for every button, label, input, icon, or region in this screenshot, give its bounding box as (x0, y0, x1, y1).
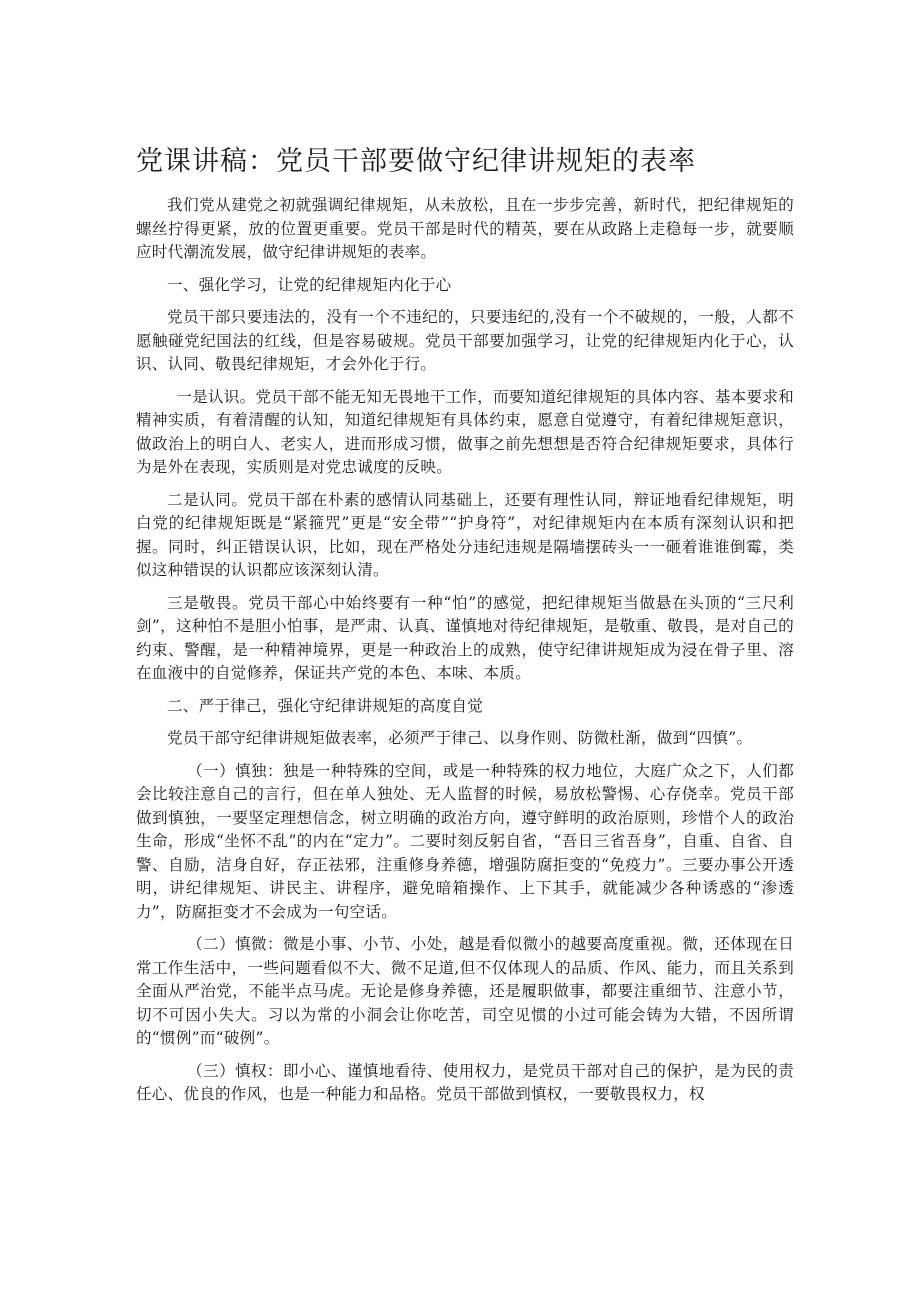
paragraph-revere: 三是敬畏。党员干部心中始终要有一种“怕”的感觉，把纪律规矩当做悬在头顶的“三尺利剑”，这种怕不是胆小怕事，是严肃、认真、谨慎地对待纪律规矩，是敬重、敬畏，是对自己的约束、警醒，是一种精神境界，更是一种政治上的成熟，使守纪律讲规矩成为浸在骨子里、溶在血液中的自觉修养，保证共产党的本色、本味、本质。 (136, 593, 794, 682)
section-heading-2: 二、严于律己，强化守纪律讲规矩的高度自觉 (167, 696, 484, 715)
paragraph-recognize: 一是认识。党员干部不能无知无畏地干工作，而要知道纪律规矩的具体内容、基本要求和精神实质，有着清醒的认知，知道纪律规矩有具体约束，愿意自觉遵守，有着纪律规矩意识，做政治上的明白人、老实人，进而形成习惯，做事之前先想想是否符合纪律规矩要求，具体行为是外在表现，实质则是对党忠诚度的反映。 (136, 387, 794, 476)
paragraph-identify: 二是认同。党员干部在朴素的感情认同基础上，还要有理性认同，辩证地看纪律规矩，明白党的纪律规矩既是“紧箍咒”更是“安全带”“护身符”，对纪律规矩内在本质有深刻认识和把握。同时，纠正错误认识，比如，现在严格处分违纪违规是隔墙摆砖头一一砸着谁谁倒霉，类似这种错误的认识都应该深刻认清。 (136, 490, 794, 579)
document-body (136, 194, 794, 1116)
document-title: 党课讲稿：党员干部要做守纪律讲规矩的表率 (136, 146, 696, 177)
intro-paragraph: 我们党从建党之初就强调纪律规矩，从未放松，且在一步步完善，新时代，把纪律规矩的螺丝拧得更紧，放的位置更重要。党员干部是时代的精英，要在从政路上走稳每一步，就要顺应时代潮流发展，做守纪律讲规矩的表率。 (136, 196, 794, 261)
paragraph-caution-power: （三）慎权：即小心、谨慎地看待、使用权力，是党员干部对自己的保护，是为民的责任心、优良的作风，也是一种能力和品格。党员干部做到慎权，一要敬畏权力，权 (136, 1061, 794, 1103)
section-heading-1: 一、强化学习，让党的纪律规矩内化于心 (167, 275, 452, 294)
paragraph-caution-alone: （一）慎独：独是一种特殊的空间，或是一种特殊的权力地位，大庭广众之下，人们都会比较注意自己的言行，但在单人独处、无人监督的时候，易放松警惕、心存侥幸。党员干部做到慎独，一要坚定理想信念，树立明确的政治方向，遵守鲜明的政治原则，珍惜个人的政治生命，形成“坐怀不乱”的内在“定力”。二要时刻反躬自省，“吾日三省吾身”，自重、自省、自警、自励，洁身自好，存正祛邪，注重修身养德，增强防腐拒变的“免疫力”。三要办事公开透明，讲纪律规矩、讲民主、讲程序，避免暗箱操作、上下其手，就能减少各种诱惑的“渗透力”，防腐拒变才不会成为一句空话。 (136, 761, 794, 921)
paragraph-caution-small: （二）慎微：微是小事、小节、小处，越是看似微小的越要高度重视。微，还体现在日常工作生活中，一些问题看似不大、微不足道,但不仅体现人的品质、作风、能力，而且关系到全面从严治党，不能半点马虎。无论是修身养德，还是履职做事，都要注重细节、注意小节，切不可因小失大。习以为常的小洞会让你吃苦，司空见惯的小过可能会铸为大错，不因所谓的“惯例”而“破例”。 (136, 935, 794, 1047)
paragraph-four-cautions: 党员干部守纪律讲规矩做表率，必须严于律己、以身作则、防微杜渐，做到“四慎”。 (167, 729, 753, 747)
paragraph-learning: 党员干部只要违法的，没有一个不违纪的，只要违纪的,没有一个不破规的，一般，人都不愿触碰党纪国法的红线，但是容易破规。党员干部要加强学习，让党的纪律规矩内化于心，认识、认同、敬畏纪律规矩，才会外化于行。 (136, 308, 794, 373)
